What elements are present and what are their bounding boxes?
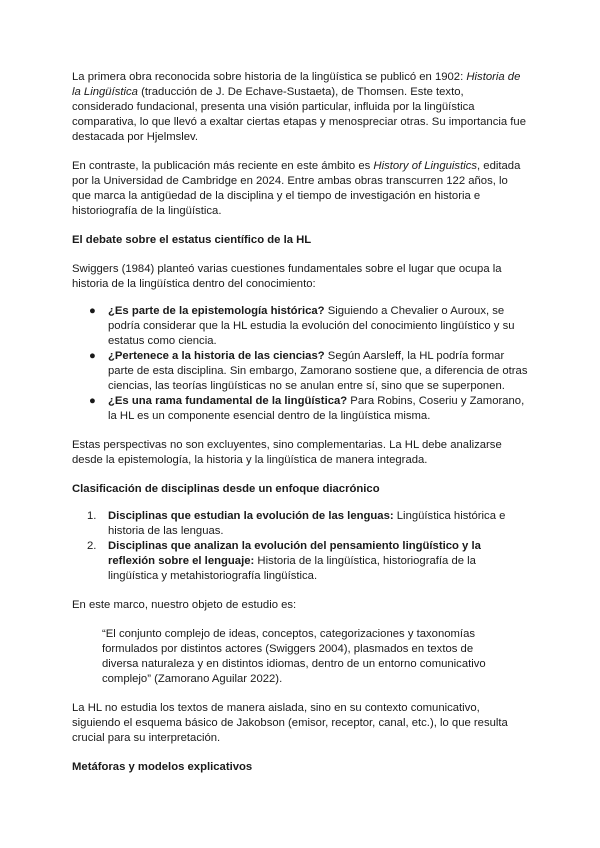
bullet-icon: ● [89, 305, 96, 317]
list-item: ● ¿Es una rama fundamental de la lingüística? Para Robins, Coseriu y Zamorano, la HL es un componente esencial dentro de la lingüística misma. [89, 395, 525, 422]
definition-quote: “El conjunto complejo de ideas, conceptos, categorizaciones y taxonomías formulados por distintos actores (Swiggers 2004), plasmados en textos de diversa naturaleza y en distintos idiomas, dentro de un entorno comunicativo complejo” (Zamorano Aguilar 2022). [102, 628, 486, 685]
intro-paragraph: La primera obra reconocida sobre historia de la lingüística se publicó en 1902: Historia de la Lingüística (traducción de J. De Echave-Sustaeta), de Thomsen. Este texto, considerado fundacional, presenta una visión particular, influida por la lingüística comparativa, lo que llevó a exaltar ciertas etapas y menospreciar otras. Su importancia fue destacada por Hjelmslev. [72, 71, 526, 143]
list-item: 2. Disciplinas que analizan la evolución del pensamiento lingüístico y la reflexión sobre el lenguaje: Historia de la lingüística, historiografía de la lingüística y metahistoriografía lingüística. [87, 540, 481, 582]
jakobson-paragraph: La HL no estudia los textos de manera aislada, sino en su contexto comunicativo, siguiendo el esquema básico de Jakobson (emisor, receptor, canal, etc.), lo que resulta crucial para su interpretación. [72, 702, 508, 744]
bullet-icon: ● [89, 350, 96, 362]
framework-paragraph: En este marco, nuestro objeto de estudio es: [72, 599, 297, 611]
section-heading-classification: Clasificación de disciplinas desde un enfoque diacrónico [72, 483, 380, 495]
book-title-history: History of Linguistics [373, 160, 478, 172]
list-item: ● ¿Pertenece a la historia de las ciencias? Según Aarsleff, la HL podría formar parte de esta disciplina. Sin embargo, Zamorano sostiene que, a diferencia de otras ciencias, las teorías lingüísticas no se anulan entre sí, sino que se superponen. [89, 350, 528, 392]
contrast-paragraph: En contraste, la publicación más reciente en este ámbito es History of Linguistics, editada por la Universidad de Cambridge en 2024. Entre ambas obras transcurren 122 años, lo que marca la antigüedad de la disciplina y el tiempo de investigación en historia e historiografía de la lingüística. [72, 160, 521, 217]
section-heading-metaphors: Metáforas y modelos explicativos [72, 761, 253, 773]
disciplines-list [72, 509, 528, 584]
list-item: ● ¿Es parte de la epistemología histórica? Siguiendo a Chevalier o Auroux, se podría considerar que la HL estudia la evolución del conocimiento lingüístico y su estatus como ciencia. [89, 305, 515, 347]
questions-list [72, 304, 528, 424]
perspectives-paragraph: Estas perspectivas no son excluyentes, sino complementarias. La HL debe analizarse desde la epistemología, la historia y la lingüística de manera integrada. [72, 439, 502, 466]
list-item: 1. Disciplinas que estudian la evolución de las lenguas: Lingüística histórica e historia de las lenguas. [87, 510, 506, 537]
section-heading-debate: El debate sobre el estatus científico de la HL [72, 234, 312, 246]
book-title-historia: Historia de la Lingüística [72, 71, 521, 98]
bullet-icon: ● [89, 395, 96, 407]
swiggers-paragraph: Swiggers (1984) planteó varias cuestiones fundamentales sobre el lugar que ocupa la historia de la lingüística dentro del conocimiento: [72, 263, 502, 290]
